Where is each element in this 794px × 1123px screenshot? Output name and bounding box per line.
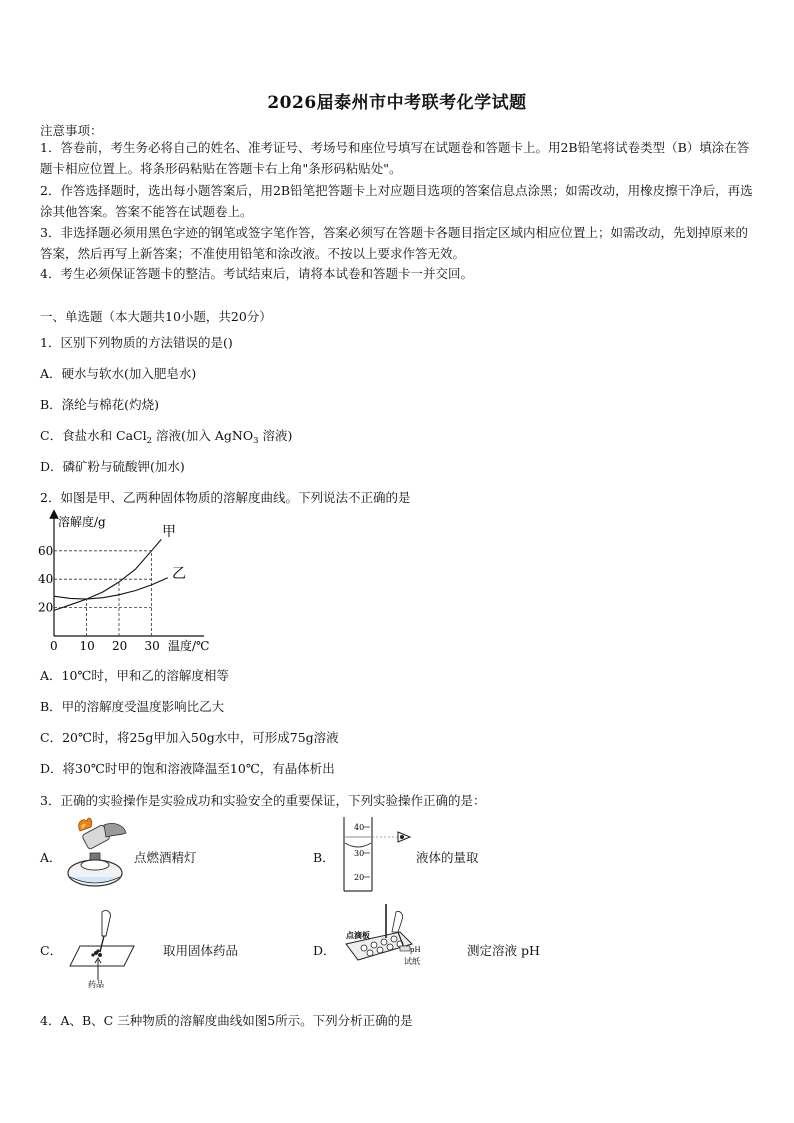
series-jia-line xyxy=(54,539,161,610)
cylinder-tick-40: 40 xyxy=(354,823,365,832)
q1-c-part3: 溶液) xyxy=(258,428,293,443)
q1-stem: 1．区别下列物质的方法错误的是() xyxy=(40,335,233,350)
solid-reagent-figure xyxy=(62,906,162,988)
q1-c-sub1: 2 xyxy=(146,436,153,446)
ph-label: pH xyxy=(410,946,421,954)
q3-option-d-text: 测定溶液 pH xyxy=(467,943,540,958)
notice-item-1: 1．答卷前，考生务必将自己的姓名、准考证号、考场号和座位号填写在试题卷和答题卡上。用2B铅笔将试卷类型（B）填涂在答题卡相应位置上。将条形码粘贴在答题卡右上角"条形码粘贴处"。 xyxy=(40,140,750,176)
x-tick-label: 0 xyxy=(50,639,58,653)
q1-c-part1: C．食盐水和 CaCl xyxy=(40,428,147,443)
q3-option-a-letter: A． xyxy=(40,850,62,865)
y-tick-label: 40 xyxy=(38,572,54,587)
exam-title: 2026届泰州市中考联考化学试题 xyxy=(267,93,527,113)
q2-option-c: C．20℃时，将25g甲加入50g水中，可形成75g溶液 xyxy=(40,730,339,745)
alcohol-lamp-figure xyxy=(60,815,135,890)
q3-option-c-letter: C． xyxy=(40,943,63,958)
q1-c-sub2: 3 xyxy=(253,436,259,446)
q4-stem: 4．A、B、C 三种物质的溶解度曲线如图5所示。下列分析正确的是 xyxy=(40,1013,413,1028)
ph-test-figure xyxy=(342,902,442,972)
q2-option-a: A．10℃时，甲和乙的溶解度相等 xyxy=(40,668,229,683)
graduated-cylinder-figure xyxy=(330,815,415,895)
spot-plate-label: 点滴板 xyxy=(346,930,370,940)
series-yi-label: 乙 xyxy=(172,566,186,582)
notice-item-2: 2．作答选择题时，选出每小题答案后，用2B铅笔把答题卡上对应题目选项的答案信息点涂黑；如需改动，用橡皮擦干净后，再选涂其他答案。答案不能答在试题卷上。 xyxy=(40,183,753,219)
q2-option-b: B．甲的溶解度受温度影响比乙大 xyxy=(40,699,225,714)
q3-option-c-text: 取用固体药品 xyxy=(163,943,239,958)
y-axis-label: 溶解度/g xyxy=(58,515,106,529)
reagent-label: 药品 xyxy=(88,980,104,988)
notice-item-4: 4．考生必须保证答题卡的整洁。考试结束后，请将本试卷和答题卡一并交回。 xyxy=(40,266,473,281)
q2-stem: 2．如图是甲、乙两种固体物质的溶解度曲线。下列说法不正确的是 xyxy=(40,490,411,505)
cylinder-tick-20: 20 xyxy=(354,873,365,882)
y-tick-label: 60 xyxy=(38,543,54,558)
series-yi-line xyxy=(54,578,168,599)
x-axis-label: 温度/℃ xyxy=(168,639,210,653)
q2-option-d: D．将30℃时甲的饱和溶液降温至10℃，有晶体析出 xyxy=(40,761,335,776)
series-jia-label: 甲 xyxy=(162,524,176,540)
section-heading: 一、单选题（本大题共10小题，共20分） xyxy=(40,309,272,324)
q1-c-part2: 溶液(加入 AgNO xyxy=(152,428,254,443)
x-tick-label: 20 xyxy=(112,639,128,653)
test-paper-label: 试纸 xyxy=(404,957,420,966)
q1-option-c xyxy=(40,426,292,446)
solubility-chart xyxy=(30,508,230,658)
x-tick-label: 10 xyxy=(79,639,95,653)
q1-option-b: B．涤纶与棉花(灼烧) xyxy=(40,397,159,412)
q1-option-a: A．硬水与软水(加入肥皂水) xyxy=(40,366,197,381)
q3-option-a-text: 点燃酒精灯 xyxy=(134,850,197,865)
q3-option-b-letter: B． xyxy=(313,850,335,865)
notice-label: 注意事项： xyxy=(40,123,103,138)
y-tick-label: 20 xyxy=(38,600,54,615)
cylinder-tick-30: 30 xyxy=(354,849,365,858)
q3-option-b-text: 液体的量取 xyxy=(416,850,479,865)
q3-option-d-letter: D． xyxy=(313,943,336,958)
notice-item-3: 3．非选择题必须用黑色字迹的钢笔或签字笔作答，答案必须写在答题卡各题目指定区域内相应位置上；如需改动，先划掉原来的答案，然后再写上新答案；不准使用铅笔和涂改液。不按以上要求作答无效。 xyxy=(40,225,748,261)
x-tick-label: 30 xyxy=(144,639,160,653)
q3-stem: 3．正确的实验操作是实验成功和实验安全的重要保证，下列实验操作正确的是： xyxy=(40,793,486,808)
q1-option-d: D．磷矿粉与硫酸钾(加水) xyxy=(40,459,185,474)
